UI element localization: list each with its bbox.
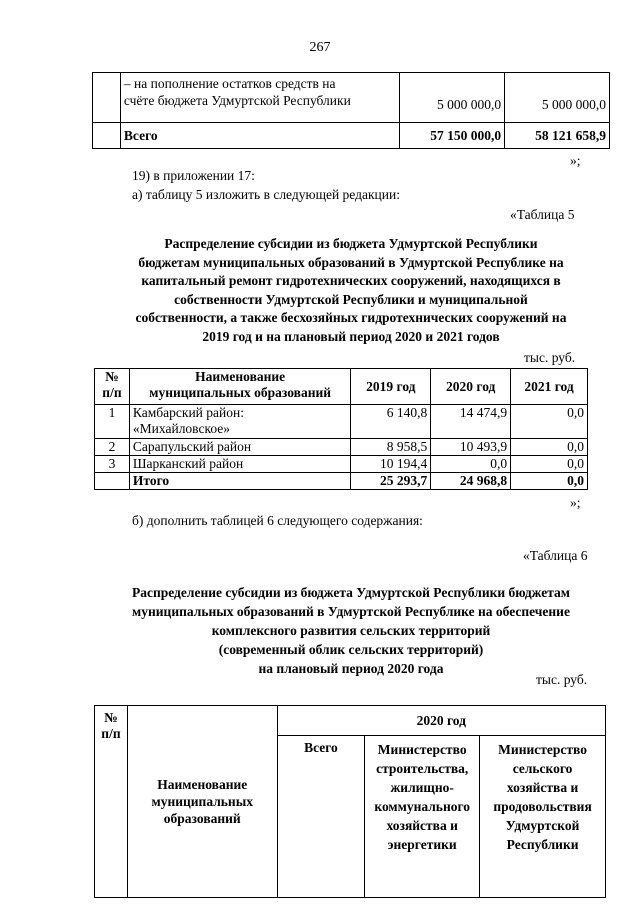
title-line: капитальный ремонт гидротехнических сооружений, находящихся в: [141, 273, 561, 288]
value-cell: 24 968,8: [431, 473, 511, 490]
top-table: [92, 72, 610, 149]
value-cell: 8 958,5: [351, 439, 431, 456]
value-cell: 58 121 658,9: [505, 123, 610, 149]
col-header-name: [127, 706, 277, 898]
value-cell: 10 493,9: [431, 439, 511, 456]
paragraph: б) дополнить таблицей 6 следующего содержания:: [132, 513, 423, 528]
table-label: «Таблица 6: [523, 548, 588, 563]
header-line: строительства,: [376, 761, 469, 776]
row-num: 2: [95, 439, 130, 456]
table-6: [94, 705, 606, 898]
value-cell: 25 293,7: [351, 473, 431, 490]
table-row: [93, 73, 610, 123]
header-line: №: [104, 710, 118, 725]
header-line: хозяйства и: [506, 780, 579, 795]
table-row: [95, 405, 588, 439]
header-line: №: [105, 369, 119, 384]
table-label: «Таблица 5: [510, 207, 575, 222]
col-header-ministry-agriculture: [480, 736, 606, 898]
col-header-ministry-construction: [365, 736, 480, 898]
table-row: [93, 123, 610, 149]
row-num: 1: [95, 405, 130, 439]
row-desc-line: – на пополнение остатков средств на: [123, 76, 336, 91]
close-quote: »;: [570, 153, 581, 168]
row-name: Сарапульский район: [129, 439, 350, 456]
value-cell: 0,0: [511, 439, 588, 456]
value-cell: 5 000 000,0: [505, 73, 610, 123]
header-line: Удмуртской: [505, 818, 580, 833]
col-header-2020: 2020 год: [431, 369, 511, 405]
unit-label: тыс. руб.: [524, 350, 576, 365]
row-desc-line: счёте бюджета Удмуртской Республики: [123, 93, 351, 108]
name-line: Камбарский район:: [132, 405, 244, 420]
row-num: 3: [95, 456, 130, 473]
header-line: энергетики: [387, 837, 457, 852]
unit-label: тыс. руб.: [536, 672, 588, 687]
header-line: хозяйства и: [386, 818, 458, 833]
row-name: Шарканский район: [129, 456, 350, 473]
close-quote: »;: [570, 495, 581, 510]
col-header-year: 2020 год: [277, 706, 605, 736]
value-cell: 0,0: [511, 456, 588, 473]
paragraph: 19) в приложении 17:: [132, 168, 255, 183]
name-line: «Михайловское»: [132, 421, 230, 436]
title-line: муниципальных образований в Удмуртской Республике на обеспечение: [132, 604, 570, 619]
value-cell: 14 474,9: [431, 405, 511, 439]
header-line: п/п: [101, 726, 121, 741]
col-header-total: Всего: [277, 736, 365, 898]
value-cell: 0,0: [511, 405, 588, 439]
header-line: Министерство: [498, 742, 587, 757]
title-line: бюджетам муниципальных образований в Удмуртской Республике на: [138, 254, 564, 270]
header-line: сельского: [512, 761, 573, 776]
title-line: собственности Удмуртской Республики и муниципальной: [174, 291, 528, 307]
header-line: муниципальных: [151, 794, 253, 809]
col-header-2019: 2019 год: [351, 369, 431, 405]
table-row: [95, 456, 588, 473]
total-label: Итого: [129, 473, 350, 490]
header-line: образований: [163, 811, 241, 826]
value-cell: 10 194,4: [351, 456, 431, 473]
header-line: продовольствия: [493, 799, 592, 814]
title-line: комплексного развития сельских территорий: [211, 623, 491, 638]
table-total-row: [95, 473, 588, 490]
table-row: [95, 439, 588, 456]
header-line: Министерство: [377, 742, 467, 757]
page-number: 267: [309, 40, 331, 55]
table-header-row: [95, 369, 588, 405]
row-name: [129, 405, 350, 439]
title-line: 2019 год и на плановый период 2020 и 2021 годов: [202, 328, 500, 344]
header-line: жилищно-: [390, 780, 454, 795]
title-line: на плановый период 2020 года: [258, 661, 444, 676]
col-header-name: [129, 369, 350, 405]
header-line: п/п: [102, 385, 122, 400]
title-line: (современный облик сельских территорий): [218, 642, 484, 657]
header-line: Наименование: [195, 369, 286, 384]
title-line: собственности, а также бесхозяйных гидротехнических сооружений на: [135, 310, 567, 325]
header-line: муниципальных образований: [149, 385, 332, 400]
title-line: Распределение субсидии из бюджета Удмуртской Республики: [164, 236, 538, 251]
col-header-num: [95, 369, 130, 405]
col-header-num: [95, 706, 128, 898]
table-title: [88, 583, 614, 678]
table-5: [94, 368, 588, 490]
value-cell: 57 150 000,0: [400, 123, 505, 149]
value-cell: 0,0: [431, 456, 511, 473]
table-title: [92, 235, 610, 346]
col-header-2021: 2021 год: [511, 369, 588, 405]
header-line: Наименование: [157, 777, 248, 792]
total-label: Всего: [120, 123, 399, 149]
paragraph: а) таблицу 5 изложить в следующей редакции:: [132, 187, 400, 202]
title-line: Распределение субсидии из бюджета Удмуртской Республики бюджетам: [131, 585, 571, 600]
value-cell: 5 000 000,0: [400, 73, 505, 123]
value-cell: 0,0: [511, 473, 588, 490]
header-line: коммунального: [374, 799, 471, 814]
table-header-row: [95, 706, 606, 736]
value-cell: 6 140,8: [351, 405, 431, 439]
header-line: Республики: [506, 837, 579, 852]
